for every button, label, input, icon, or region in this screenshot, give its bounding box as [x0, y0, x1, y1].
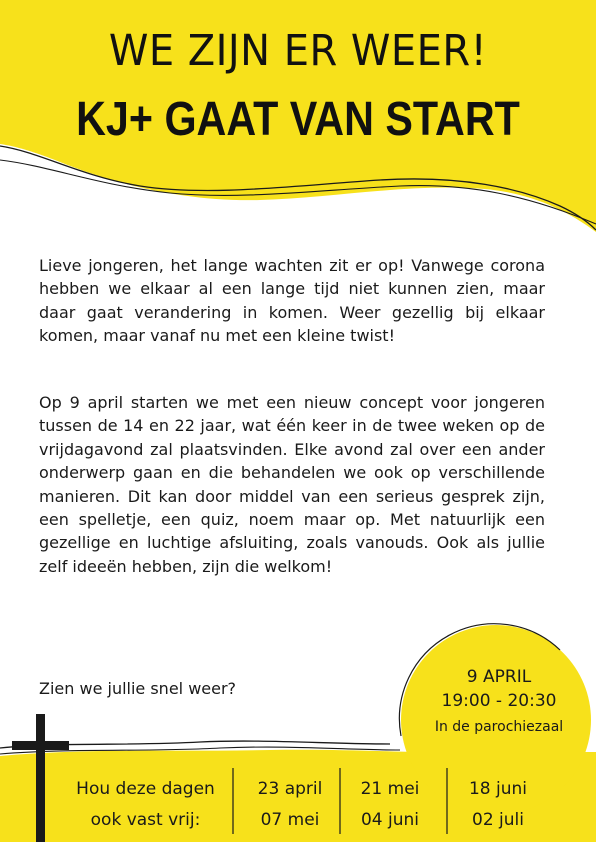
date-item: 23 april: [257, 779, 323, 799]
event-details: [414, 665, 584, 739]
date-column-1: [240, 774, 340, 836]
date-item: 21 mei: [360, 779, 420, 799]
date-item: 07 mei: [260, 810, 320, 830]
save-dates-label: [63, 774, 228, 836]
date-column-2: [340, 774, 440, 836]
date-item: 02 juli: [472, 810, 524, 830]
save-dates-label-line2: ook vast vrij:: [90, 810, 201, 830]
date-item: 04 juni: [360, 810, 420, 830]
headline-we-zijn-er-weer: WE ZIJN ER WEER!: [108, 26, 488, 76]
event-date: 9 APRIL: [466, 667, 532, 687]
concept-paragraph: Op 9 april starten we met een nieuw concept voor jongeren tussen de 14 en 22 jaar, wat één keer in de twee weken op de vrijdagavond zal plaatsvinden. Elke avond zal over een ander onderwerp gaan en die behandelen we ook op verschillende manieren. Dit kan door middel van een serieus gesprek zijn, een spelletje, een quiz, noem maar op. Met natuurlijk een gezellige en luchtige afsluiting, zoals vanouds. Ook als jullie zelf ideeën hebben, zijn die welkom!: [39, 393, 545, 576]
save-dates-label-line1: Hou deze dagen: [76, 779, 215, 799]
headline-kj-gaat-van-start: KJ+ GAAT VAN START: [76, 93, 520, 146]
closing-question: Zien we jullie snel weer?: [39, 679, 237, 698]
event-time: 19:00 - 20:30: [441, 691, 557, 711]
event-location: In de parochiezaal: [434, 719, 564, 735]
date-item: 18 juni: [468, 779, 528, 799]
date-column-3: [448, 774, 548, 836]
intro-paragraph: Lieve jongeren, het lange wachten zit er op! Vanwege corona hebben we elkaar al een lange tijd niet kunnen zien, maar daar gaat verandering in komen. Weer gezellig bij elkaar komen, maar vanaf nu met een kleine twist!: [39, 256, 545, 346]
